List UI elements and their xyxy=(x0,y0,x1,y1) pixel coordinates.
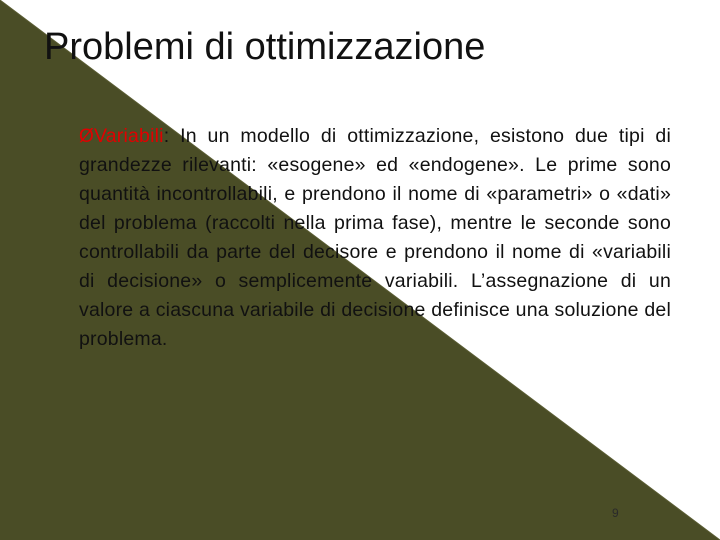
bullet-text: : In un modello di ottimizzazione, esistono due tipi di grandezze rilevanti: «esogene» ed «endogene». Le prime sono quantità incontrollabili, e prendono il nome di «parametri» o «dati» del problema (raccolti nella prima fase), mentre le seconde sono controllabili da parte del decisore e prendono il nome di «variabili di decisione» o semplicemente variabili. L’assegnazione di un valore a ciascuna variabile di decisione definisce una soluzione del problema. xyxy=(79,125,671,350)
bullet-keyword: Variabili xyxy=(93,125,164,147)
arrow-bullet-icon: Ø xyxy=(79,126,94,147)
bullet-paragraph xyxy=(79,122,671,354)
slide-number: 9 xyxy=(612,506,619,520)
slide-title: Problemi di ottimizzazione xyxy=(44,26,486,68)
